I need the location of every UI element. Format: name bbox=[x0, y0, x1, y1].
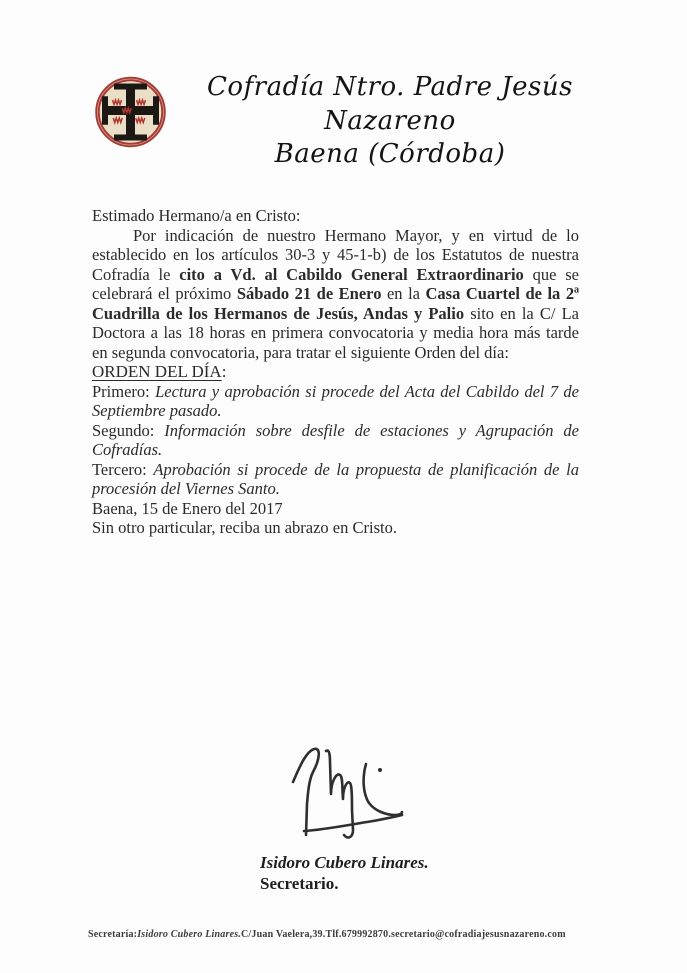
agenda-item-label: Tercero bbox=[92, 459, 143, 479]
intro-bold-lugar: Casa Cuartel de la 2ª Cuadrilla de los Hermanos de Jesús, Andas y Palio bbox=[92, 284, 580, 323]
intro-paragraph bbox=[92, 226, 579, 363]
intro-part4: sito en la C/ La Doctora a las 18 horas en primera convocatoria y media hora más tarde en segunda convocatoria, para tratar el siguiente Orden del día: bbox=[92, 303, 579, 362]
agenda-item-text: Aprobación si procede de la propuesta de planificación de la procesión del Viernes Santo. bbox=[92, 459, 579, 498]
signature-scribble-icon bbox=[278, 738, 418, 843]
letterhead bbox=[145, 70, 635, 171]
intro-part3: en la bbox=[381, 284, 426, 303]
agenda-item-tercero bbox=[92, 460, 579, 499]
agenda-item-segundo bbox=[92, 421, 579, 460]
intro-part2: que se celebrará el próximo bbox=[92, 264, 579, 303]
salutation: Estimado Hermano/a en Cristo: bbox=[92, 206, 301, 225]
footer-address-phone-email: C/Juan Vaelera,39.Tlf.679992870.secretario@cofradiajesusnazareno.com bbox=[241, 929, 566, 940]
agenda-item-separator: : bbox=[142, 459, 154, 479]
agenda-heading-text: ORDEN DEL DÍA bbox=[92, 362, 222, 381]
org-location: Baena (Córdoba) bbox=[274, 139, 506, 169]
intro-part1: Por indicación de nuestro Hermano Mayor, y en virtud de lo establecido en los artículos 30-3 y 45-1-b) de los Estatutos de nuestra Cofradía le bbox=[92, 225, 579, 284]
agenda-item-label: Segundo bbox=[92, 420, 150, 440]
agenda-heading bbox=[92, 362, 579, 382]
signature-block bbox=[260, 852, 429, 894]
org-name: Cofradía Ntro. Padre Jesús Nazareno bbox=[207, 72, 573, 136]
footer-contact bbox=[88, 929, 608, 940]
agenda-item-separator: : bbox=[145, 381, 156, 401]
closing-line: Sin otro particular, reciba un abrazo en Cristo. bbox=[92, 518, 397, 537]
intro-bold-fecha: Sábado 21 de Enero bbox=[236, 284, 382, 303]
dateline: Baena, 15 de Enero del 2017 bbox=[92, 498, 283, 518]
footer-secretary-name: Isidoro Cubero Linares. bbox=[137, 929, 242, 940]
agenda-heading-colon: : bbox=[221, 362, 227, 381]
agenda-item-label: Primero bbox=[92, 381, 146, 401]
footer-label: Secretaría: bbox=[88, 929, 138, 940]
agenda-item-primero bbox=[92, 382, 579, 421]
agenda-item-text: Lectura y aprobación si procede del Acta del Cabildo del 7 de Septiembre pasado. bbox=[92, 381, 579, 420]
letter-body bbox=[92, 206, 579, 538]
intro-bold-cabildo: cito a Vd. al Cabildo General Extraordinario bbox=[179, 264, 524, 284]
signer-title: Secretario. bbox=[260, 874, 339, 893]
agenda-item-separator: : bbox=[149, 420, 165, 440]
agenda-item-text: Información sobre desfile de estaciones y Agrupación de Cofradías. bbox=[92, 420, 579, 459]
signer-name: Isidoro Cubero Linares. bbox=[260, 853, 429, 872]
